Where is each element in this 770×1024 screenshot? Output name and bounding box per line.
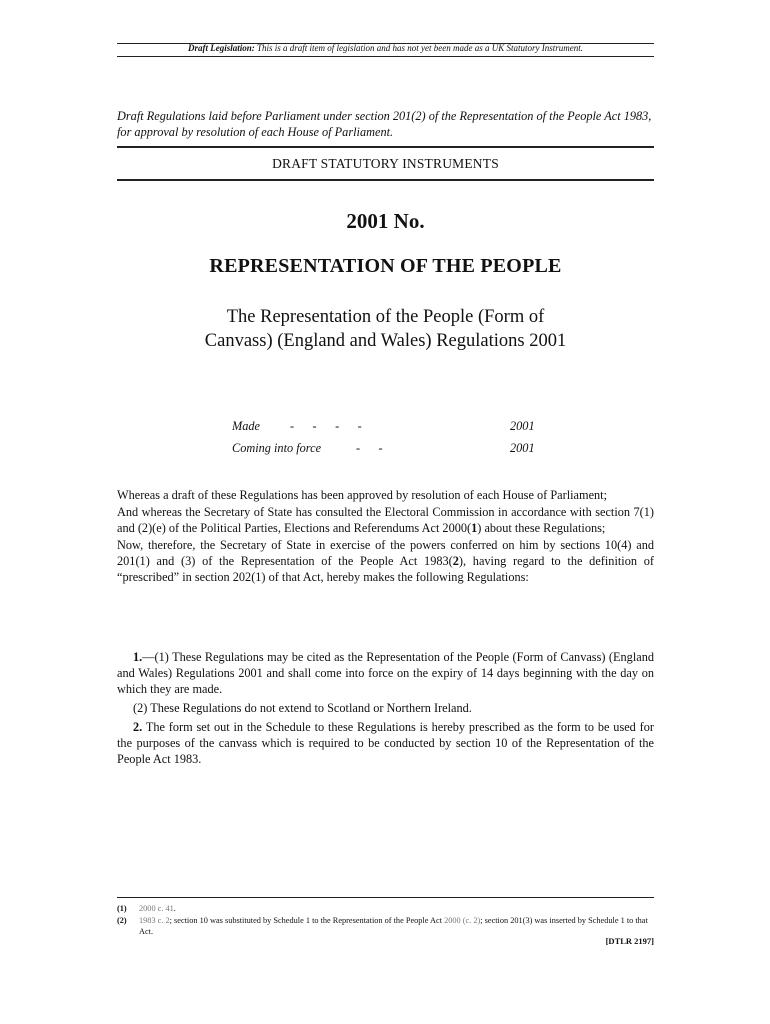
footnote-2-tail: ; section 201(3) was inserted by Schedule 1 to that Act.	[139, 916, 648, 936]
footnote-1	[117, 903, 654, 914]
coming-into-force-row	[232, 441, 542, 459]
regulations	[117, 649, 654, 770]
regulation-1-number: 1.	[133, 650, 143, 664]
laying-statement: Draft Regulations laid before Parliament under section 201(2) of the Representation of the People Act 1983, for approval by resolution of each House of Parliament.	[117, 109, 652, 139]
preamble-3-tail: ), having regard to the definition of “prescribed” in section 202(1) of that Act, hereby makes the following Regulations:	[117, 554, 654, 584]
banner-bottom-rule	[117, 56, 654, 57]
footnote-1-tail: .	[173, 904, 176, 913]
coming-into-force-label: Coming into force	[232, 441, 322, 455]
coming-into-force-dashes: - -	[356, 441, 383, 455]
footnote-1-number: (1)	[117, 904, 127, 913]
regulation-2-text: The form set out in the Schedule to these Regulations is hereby prescribed as the form to be used for the purposes of the canvass which is required to be conducted by section 10 of the Representation of the People Act 1983.	[117, 720, 654, 766]
preamble-paragraph-3	[117, 537, 654, 585]
regulation-1-2: (2) These Regulations do not extend to Scotland or Northern Ireland.	[133, 701, 472, 715]
series-bottom-rule	[117, 179, 654, 181]
regulation-2	[117, 719, 654, 767]
made-dashes: - - - -	[290, 419, 362, 433]
series-top-rule	[117, 146, 654, 148]
footnote-2-number: (2)	[117, 916, 127, 925]
preamble-paragraph-2	[117, 504, 654, 536]
regulation-1	[117, 649, 654, 697]
footnote-2-citation-2[interactable]: 2000 (c. 2)	[444, 916, 481, 925]
footnote-ref-1[interactable]: 1	[471, 521, 478, 535]
instrument-title	[117, 305, 654, 353]
regulation-1-text: —(1) These Regulations may be cited as the Representation of the People (Form of Canvass) (England and Wales) Regulations 2001 and shall come into force on the expiry of 14 days beginning with the day on which they are made.	[117, 650, 654, 696]
title-line-2: Canvass) (England and Wales) Regulations 2001	[204, 331, 567, 351]
coming-into-force-year: 2001	[510, 441, 535, 455]
preamble	[117, 487, 654, 586]
regulation-2-number: 2.	[133, 720, 143, 734]
footnote-2-citation[interactable]: 1983 c. 2	[139, 916, 170, 925]
series-heading: DRAFT STATUTORY INSTRUMENTS	[272, 156, 499, 171]
footnote-2-text: ; section 10 was substituted by Schedule 1 to the Representation of the People Act	[169, 916, 445, 925]
preamble-2-text: And whereas the Secretary of State has consulted the Electoral Commission in accordance with section 7(1) and (2)(e) of the Political Parties, Elections and Referendums Act 2000(	[117, 505, 654, 535]
made-year: 2001	[510, 419, 535, 433]
preamble-3-text: Now, therefore, the Secretary of State in exercise of the powers conferred on him by sections 10(4) and 201(1) and (3) of the Representation of the People Act 1983(	[117, 538, 654, 568]
draft-legislation-banner	[117, 43, 654, 53]
footnote-ref-2[interactable]: 2	[452, 554, 459, 568]
department-reference: [DTLR 2197]	[605, 936, 654, 946]
footnote-1-citation[interactable]: 2000 c. 41	[139, 904, 174, 913]
preamble-paragraph-1: Whereas a draft of these Regulations has been approved by resolution of each House of Parliament;	[117, 488, 608, 502]
made-date-row	[232, 419, 542, 437]
preamble-2-tail: ) about these Regulations;	[477, 521, 606, 535]
banner-text: This is a draft item of legislation and has not yet been made as a UK Statutory Instrument.	[254, 43, 583, 53]
footnotes	[117, 903, 654, 937]
footnote-rule	[117, 897, 654, 898]
footnote-2	[117, 915, 654, 937]
title-line-1: The Representation of the People (Form of	[226, 307, 545, 327]
banner-label: Draft Legislation:	[188, 43, 255, 53]
subject-heading: REPRESENTATION OF THE PEOPLE	[209, 255, 562, 277]
made-label: Made	[232, 419, 260, 433]
instrument-number: 2001 No.	[346, 209, 425, 233]
